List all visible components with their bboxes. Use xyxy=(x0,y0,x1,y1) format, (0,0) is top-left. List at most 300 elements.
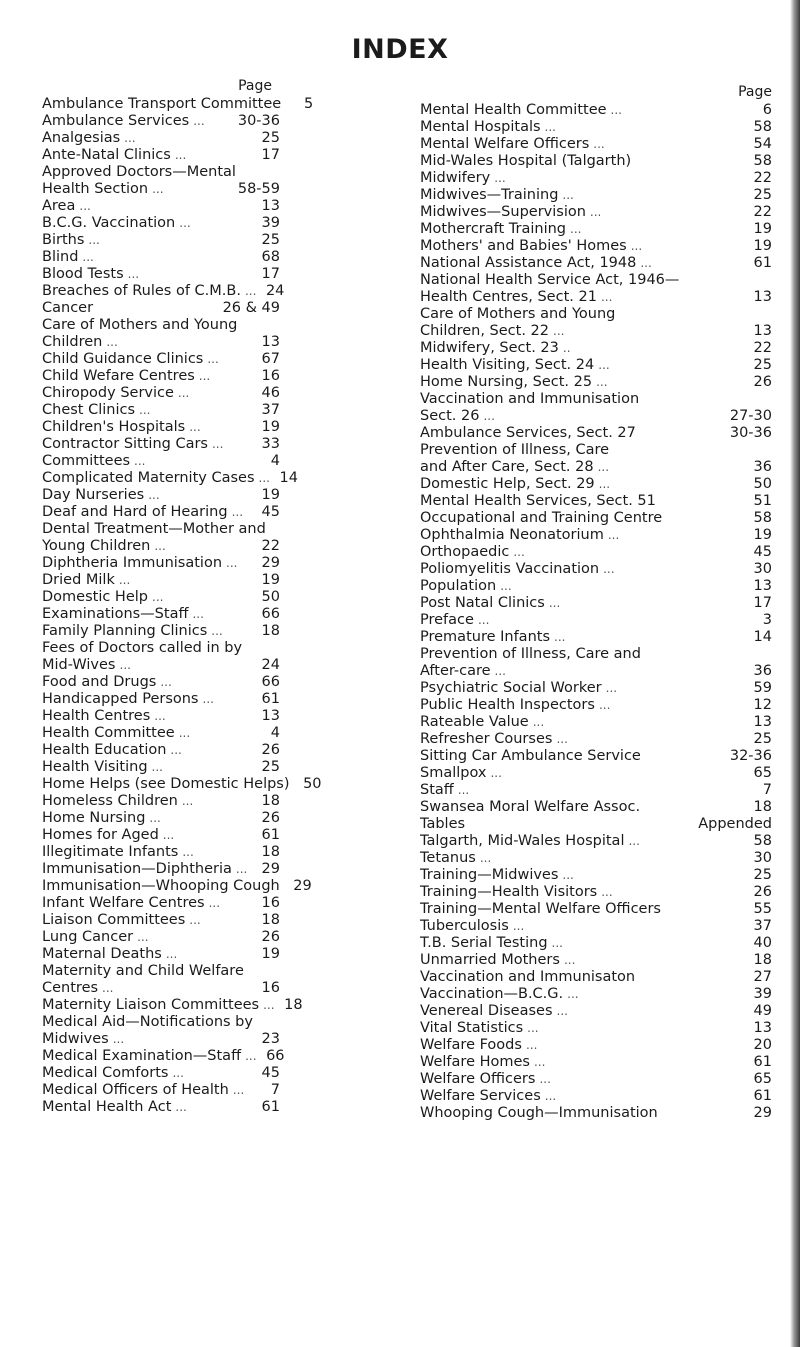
index-entry xyxy=(42,606,280,623)
index-entry xyxy=(420,646,772,663)
index-entry-page: 51 xyxy=(753,493,772,509)
index-entry xyxy=(42,691,280,708)
index-entry-page: 7 xyxy=(762,782,772,798)
index-entry-text: Mental Welfare Officers xyxy=(420,136,590,152)
index-entry-leader: ... xyxy=(172,1066,184,1080)
index-entry-leader: ... xyxy=(137,930,149,944)
index-entry-leader: ... xyxy=(640,256,652,270)
index-entry-text: Examinations—Staff xyxy=(42,606,189,622)
index-entry-text: Ante-Natal Clinics xyxy=(42,147,171,163)
index-entry xyxy=(42,861,280,878)
index-entry xyxy=(420,119,772,136)
index-entry-text: Ambulance Services, Sect. 27 xyxy=(420,425,636,441)
index-entry-page: 6 xyxy=(762,102,772,118)
index-entry xyxy=(420,833,772,850)
index-entry-leader: ... xyxy=(162,828,175,842)
index-entry-text: Medical Comforts xyxy=(42,1065,169,1081)
index-entry-leader: ... xyxy=(500,579,512,593)
index-entry-page: 19 xyxy=(753,238,772,254)
index-entry xyxy=(420,272,772,289)
index-entry-leader: ... xyxy=(494,171,506,185)
index-entry-page: 17 xyxy=(261,266,280,282)
index-entry-page: 17 xyxy=(753,595,772,611)
index-entry xyxy=(42,164,280,181)
index-entry-text: Venereal Diseases xyxy=(420,1003,553,1019)
index-entry-page: 18 xyxy=(284,997,303,1013)
index-entry xyxy=(420,1088,772,1105)
index-entry-text: Centres xyxy=(42,980,99,996)
index-entry xyxy=(42,198,280,215)
index-entry xyxy=(420,1020,772,1037)
index-entry-leader: ... xyxy=(208,896,221,910)
index-entry-page: 27 xyxy=(753,969,772,985)
index-entry-text: Health Committee xyxy=(42,725,175,741)
index-entry-page: 19 xyxy=(261,946,280,962)
index-entry-text: Health Centres, Sect. 21 xyxy=(420,289,597,305)
index-entry-text: Rateable Value xyxy=(420,714,529,730)
index-entry xyxy=(42,742,280,759)
index-entry xyxy=(420,748,772,765)
index-entry-page: 18 xyxy=(261,623,280,639)
index-entry-leader: ... xyxy=(628,834,640,848)
index-entry xyxy=(42,589,280,606)
index-entry-text: Diphtheria Immunisation xyxy=(42,555,223,571)
index-entry-leader: ... xyxy=(152,182,164,196)
index-entry-leader: ... xyxy=(88,233,100,247)
index-entry xyxy=(420,374,772,391)
index-entry-page: 13 xyxy=(753,289,772,305)
index-entry-text: Tuberculosis xyxy=(420,918,509,934)
index-entry-leader: ... xyxy=(189,913,201,927)
index-entry xyxy=(42,538,280,555)
index-entry-page: 16 xyxy=(261,895,280,911)
index-entry-text: After-care xyxy=(420,663,491,679)
index-entry-page: 13 xyxy=(753,1020,772,1036)
index-entry-page: 36 xyxy=(753,459,772,475)
index-entry-text: Midwifery xyxy=(420,170,491,186)
index-entry xyxy=(420,918,772,935)
index-column-right xyxy=(420,78,772,1122)
index-entry-page: 25 xyxy=(753,357,772,373)
index-entry-page: 16 xyxy=(261,368,280,384)
index-entry-text: Mid-Wales Hospital (Talgarth) xyxy=(420,153,632,169)
index-entry-text: Child Guidance Clinics xyxy=(42,351,204,367)
index-entry-page: 25 xyxy=(261,759,280,775)
index-entry-text: Food and Drugs xyxy=(42,674,157,690)
index-entry-text: Unmarried Mothers xyxy=(420,952,560,968)
index-entry-page: 4 xyxy=(270,453,280,469)
index-entry-text: Complicated Maternity Cases xyxy=(42,470,255,486)
index-entry xyxy=(42,1048,285,1065)
index-entry-text: Welfare Foods xyxy=(420,1037,522,1053)
index-entry-leader: ... xyxy=(119,658,131,672)
index-entry-text: Maternity and Child Welfare xyxy=(42,963,244,979)
index-entry xyxy=(42,572,280,589)
index-entry-leader: ... xyxy=(139,403,151,417)
index-entry-page: 18 xyxy=(261,844,280,860)
index-entry-page: 13 xyxy=(753,323,772,339)
index-entry xyxy=(420,680,772,697)
index-entry-page: 13 xyxy=(261,708,280,724)
index-entry xyxy=(42,997,303,1014)
index-entry-leader: ... xyxy=(525,1038,538,1052)
index-entry-leader: ... xyxy=(548,596,561,610)
index-entry xyxy=(42,283,285,300)
index-entry-text: Contractor Sitting Cars xyxy=(42,436,208,452)
index-entry xyxy=(42,487,280,504)
index-entry-page: 46 xyxy=(261,385,280,401)
index-entry-leader: ... xyxy=(127,267,140,281)
index-entry-leader: ... xyxy=(477,613,490,627)
index-entry-page: 26 xyxy=(261,929,280,945)
index-entry-leader: ... xyxy=(245,1049,257,1063)
index-entry xyxy=(420,782,772,799)
index-entry xyxy=(42,895,280,912)
index-entry-leader: ... xyxy=(154,539,166,553)
index-entry-leader: ... xyxy=(178,726,191,740)
index-entry-leader: ... xyxy=(527,1021,539,1035)
index-entry-page: 18 xyxy=(753,952,772,968)
index-entry xyxy=(42,793,280,810)
index-entry-page: 13 xyxy=(753,578,772,594)
index-entry-leader: ... xyxy=(175,1100,187,1114)
index-entry xyxy=(42,181,280,198)
index-entry xyxy=(42,776,322,793)
index-entry xyxy=(42,334,280,351)
index-entry-page: 14 xyxy=(753,629,772,645)
index-entry xyxy=(420,731,772,748)
index-entry-leader: ... xyxy=(102,981,114,995)
index-entry-text: Prevention of Illness, Care xyxy=(420,442,610,458)
index-entry-page: 24 xyxy=(265,283,285,299)
index-entry-leader: ... xyxy=(134,454,146,468)
index-entry-leader: ... xyxy=(211,624,223,638)
index-entry-leader: ... xyxy=(177,386,190,400)
index-entry xyxy=(420,289,772,306)
index-entry-text: Day Nurseries xyxy=(42,487,145,503)
index-entry-text: Whooping Cough—Immunisation xyxy=(420,1105,658,1121)
index-entry-leader: ... xyxy=(532,715,545,729)
index-entry-text: Lung Cancer xyxy=(42,929,134,945)
index-entry-leader: ... xyxy=(512,919,525,933)
index-entry xyxy=(42,555,280,572)
index-entry-text: Home Helps (see Domestic Helps) xyxy=(42,776,290,792)
index-entry-leader: ... xyxy=(189,420,201,434)
index-entry-text: Refresher Courses xyxy=(420,731,553,747)
index-entry-page: 19 xyxy=(261,487,280,503)
index-entry-page: 24 xyxy=(261,657,280,673)
index-entry-text: Mid-Wives xyxy=(42,657,116,673)
index-entry-page: 16 xyxy=(261,980,280,996)
index-entry-leader: ... xyxy=(607,528,620,542)
index-entry-leader: ... xyxy=(483,409,495,423)
index-entry-leader: ... xyxy=(207,352,219,366)
index-entry-page: 22 xyxy=(753,204,772,220)
index-entry-leader: ... xyxy=(151,760,163,774)
index-entry-page: Appended xyxy=(698,816,772,832)
index-entry-text: National Health Service Act, 1946— xyxy=(420,272,680,288)
index-entry-page: 17 xyxy=(261,147,280,163)
index-entry-page: 26 xyxy=(753,374,772,390)
index-entry-text: Orthopaedic xyxy=(420,544,510,560)
index-entry-text: Ophthalmia Neonatorium xyxy=(420,527,604,543)
index-entry-page: 25 xyxy=(753,187,772,203)
index-entry-page: 13 xyxy=(261,198,280,214)
index-entry-text: Home Nursing, Sect. 25 xyxy=(420,374,593,390)
index-entry-text: Sitting Car Ambulance Service xyxy=(420,748,641,764)
index-entry-leader: ... xyxy=(263,998,275,1012)
index-entry-text: Health Centres xyxy=(42,708,151,724)
index-entry xyxy=(42,946,280,963)
index-entry xyxy=(42,402,280,419)
index-entry xyxy=(420,153,772,170)
index-entry xyxy=(42,521,280,538)
index-entry-leader: ... xyxy=(211,437,224,451)
index-entry-leader: ... xyxy=(556,1004,568,1018)
index-entry-text: Homeless Children xyxy=(42,793,178,809)
index-column-left xyxy=(42,78,322,1116)
index-entry xyxy=(42,113,280,130)
index-entry xyxy=(42,1065,280,1082)
index-entry xyxy=(42,980,280,997)
index-entry-text: Homes for Aged xyxy=(42,827,159,843)
index-entry-page: 61 xyxy=(753,255,772,271)
page-column-heading: Page xyxy=(238,78,272,94)
index-entry-text: Mental Health Act xyxy=(42,1099,172,1115)
index-entry xyxy=(420,238,772,255)
index-entry-page: 59 xyxy=(753,680,772,696)
index-entry xyxy=(420,867,772,884)
index-entry-leader: ... xyxy=(601,885,613,899)
index-entry-text: Ambulance Services xyxy=(42,113,190,129)
index-entry-text: Approved Doctors—Mental xyxy=(42,164,236,180)
index-entry-page: 66 xyxy=(261,606,280,622)
index-entry-page: 36 xyxy=(753,663,772,679)
index-entry-text: Deaf and Hard of Hearing xyxy=(42,504,228,520)
index-entry-leader: ... xyxy=(226,556,238,570)
index-entry-text: Preface xyxy=(420,612,474,628)
index-entry-text: B.C.G. Vaccination xyxy=(42,215,176,231)
index-entry-leader: ... xyxy=(82,250,94,264)
index-entry-page: 58 xyxy=(753,153,772,169)
index-entry-page: 58-59 xyxy=(237,181,280,197)
index-entry xyxy=(42,1082,280,1099)
index-entry xyxy=(42,300,280,317)
index-entry-leader: ... xyxy=(544,1089,557,1103)
index-entry-page: 32-36 xyxy=(729,748,772,764)
index-entry-leader: ... xyxy=(174,148,187,162)
index-entry-leader: ... xyxy=(598,698,611,712)
index-entry-text: Smallpox xyxy=(420,765,487,781)
index-entry-text: Home Nursing xyxy=(42,810,146,826)
index-entry-text: Domestic Help, Sect. 29 xyxy=(420,476,595,492)
index-entry-page: 29 xyxy=(753,1105,772,1121)
index-entry-text: Mental Health Committee xyxy=(420,102,607,118)
index-entry-page: 5 xyxy=(303,96,314,112)
index-entry xyxy=(42,963,280,980)
index-entry-text: Committees xyxy=(42,453,131,469)
index-entry xyxy=(420,204,772,221)
index-entry-text: Mental Hospitals xyxy=(420,119,541,135)
index-entry-text: Vital Statistics xyxy=(420,1020,524,1036)
index-entry-text: Blood Tests xyxy=(42,266,124,282)
index-entry xyxy=(42,878,312,895)
index-entry xyxy=(42,317,280,334)
index-entry xyxy=(420,255,772,272)
index-entry-text: Analgesias xyxy=(42,130,121,146)
index-entry xyxy=(420,527,772,544)
index-entry-text: Care of Mothers and Young xyxy=(420,306,616,322)
index-entry xyxy=(420,612,772,629)
index-entry-page: 61 xyxy=(261,691,280,707)
index-entry-page: 45 xyxy=(261,504,280,520)
index-entry-leader: ... xyxy=(149,811,161,825)
index-entry-text: Mothercraft Training xyxy=(420,221,566,237)
index-entry-page: 55 xyxy=(753,901,772,917)
index-entry-text: Training—Midwives xyxy=(420,867,559,883)
index-entry-page: 22 xyxy=(753,170,772,186)
index-entry-leader: ... xyxy=(118,573,131,587)
index-entry-text: Welfare Services xyxy=(420,1088,541,1104)
index-entry xyxy=(420,459,772,476)
index-entry xyxy=(420,1037,772,1054)
index-entry-leader: ... xyxy=(198,369,211,383)
index-entry-text: Children's Hospitals xyxy=(42,419,186,435)
index-entry-leader: ... xyxy=(513,545,525,559)
index-entry-page: 13 xyxy=(261,334,280,350)
index-entry-page: 30-36 xyxy=(237,113,280,129)
index-entry-text: Mental Health Services, Sect. 51 xyxy=(420,493,656,509)
index-entry-page: 23 xyxy=(261,1031,280,1047)
index-entry-page: 30 xyxy=(753,850,772,866)
index-entry-leader: ... xyxy=(231,505,244,519)
index-entry-leader: ... xyxy=(589,205,602,219)
index-entry-page: 3 xyxy=(762,612,772,628)
index-entry-page: 29 xyxy=(261,555,280,571)
index-entry-leader: ... xyxy=(562,868,574,882)
index-entry-text: Welfare Homes xyxy=(420,1054,530,1070)
index-entry-text: Blind xyxy=(42,249,79,265)
index-entry-leader: ... xyxy=(598,477,611,491)
index-entry-text: Post Natal Clinics xyxy=(420,595,545,611)
index-entry xyxy=(42,1031,280,1048)
index-entry-text: Breaches of Rules of C.M.B. xyxy=(42,283,241,299)
index-entry-text: Medical Officers of Health xyxy=(42,1082,229,1098)
index-entry-leader: ... xyxy=(192,607,204,621)
index-entry-leader: ... xyxy=(598,358,610,372)
page-title: INDEX xyxy=(351,34,449,65)
index-entry-leader: ... xyxy=(610,103,622,117)
index-entry-text: Immunisation—Whooping Cough xyxy=(42,878,280,894)
index-entry-page: 19 xyxy=(261,419,280,435)
index-entry xyxy=(420,850,772,867)
index-entry xyxy=(42,1099,280,1116)
index-entry-text: Vaccination—B.C.G. xyxy=(420,986,564,1002)
index-entry-leader: ... xyxy=(533,1055,546,1069)
index-entry-page: 61 xyxy=(261,827,280,843)
index-entry-text: Medical Aid—Notifications by xyxy=(42,1014,253,1030)
index-entry-page: 18 xyxy=(753,799,772,815)
index-entry xyxy=(42,844,280,861)
index-entry xyxy=(420,102,772,119)
index-entry-leader: ... xyxy=(597,460,610,474)
index-entry-leader: ... xyxy=(554,630,566,644)
index-entry xyxy=(42,708,280,725)
index-entry-leader: ... xyxy=(244,284,257,298)
index-entry-text: Vaccination and Immunisation xyxy=(420,391,640,407)
index-entry-page: 68 xyxy=(261,249,280,265)
index-entry-text: Public Health Inspectors xyxy=(420,697,595,713)
index-entry-text: Chest Clinics xyxy=(42,402,136,418)
index-entry-text: Psychiatric Social Worker xyxy=(420,680,602,696)
index-entry xyxy=(42,215,280,232)
index-entry-text: Fees of Doctors called in by xyxy=(42,640,243,656)
index-entry-leader: ... xyxy=(630,239,643,253)
index-entry xyxy=(42,453,280,470)
page-column-heading: Page xyxy=(738,84,772,100)
index-entry-leader: ... xyxy=(494,664,506,678)
index-entry-page: 12 xyxy=(753,697,772,713)
index-entry-page: 26 & 49 xyxy=(222,300,280,316)
index-entry-text: Liaison Committees xyxy=(42,912,186,928)
index-entry-text: Tables xyxy=(420,816,466,832)
index-entry xyxy=(420,170,772,187)
index-entry-leader: ... xyxy=(593,137,605,151)
index-entry-leader: ... xyxy=(179,216,191,230)
index-entry-text: Births xyxy=(42,232,85,248)
index-entry xyxy=(42,827,280,844)
index-entry-leader: ... xyxy=(181,794,194,808)
index-entry-leader: ... xyxy=(570,222,582,236)
index-entry-leader: ... xyxy=(539,1072,551,1086)
index-entry xyxy=(42,674,280,691)
index-entry xyxy=(42,929,280,946)
index-entry-page: 13 xyxy=(753,714,772,730)
index-entry xyxy=(420,425,772,442)
index-entry-text: T.B. Serial Testing xyxy=(420,935,548,951)
index-entry xyxy=(420,595,772,612)
index-entry-page: 26 xyxy=(261,810,280,826)
index-entry-text: Area xyxy=(42,198,76,214)
index-entry-page: 40 xyxy=(753,935,772,951)
index-entry-text: Maternity Liaison Committees xyxy=(42,997,260,1013)
index-entry xyxy=(420,663,772,680)
index-entry-page: 66 xyxy=(266,1048,285,1064)
index-entry-leader: ... xyxy=(457,783,470,797)
index-entry-leader: ... xyxy=(235,862,248,876)
index-entry xyxy=(42,368,280,385)
index-entry-text: Swansea Moral Welfare Assoc. xyxy=(420,799,641,815)
index-entry-leader: ... xyxy=(106,335,118,349)
index-entry xyxy=(420,714,772,731)
index-entry-page: 22 xyxy=(753,340,772,356)
index-entry xyxy=(420,799,772,816)
index-entry-page: 58 xyxy=(753,510,772,526)
index-entry xyxy=(42,759,280,776)
index-entry-text: Chiropody Service xyxy=(42,385,174,401)
index-entry-leader: ... xyxy=(258,471,270,485)
index-entry-leader: ... xyxy=(232,1083,245,1097)
index-entry-text: Midwives—Supervision xyxy=(420,204,586,220)
index-entry-text: Health Visiting xyxy=(42,759,148,775)
index-entry xyxy=(420,544,772,561)
index-entry xyxy=(42,1014,280,1031)
index-entry xyxy=(420,765,772,782)
index-entry-text: Illegitimate Infants xyxy=(42,844,179,860)
index-entry-page: 50 xyxy=(261,589,280,605)
index-entry-text: Poliomyelitis Vaccination xyxy=(420,561,600,577)
index-entry-leader: ... xyxy=(79,199,91,213)
